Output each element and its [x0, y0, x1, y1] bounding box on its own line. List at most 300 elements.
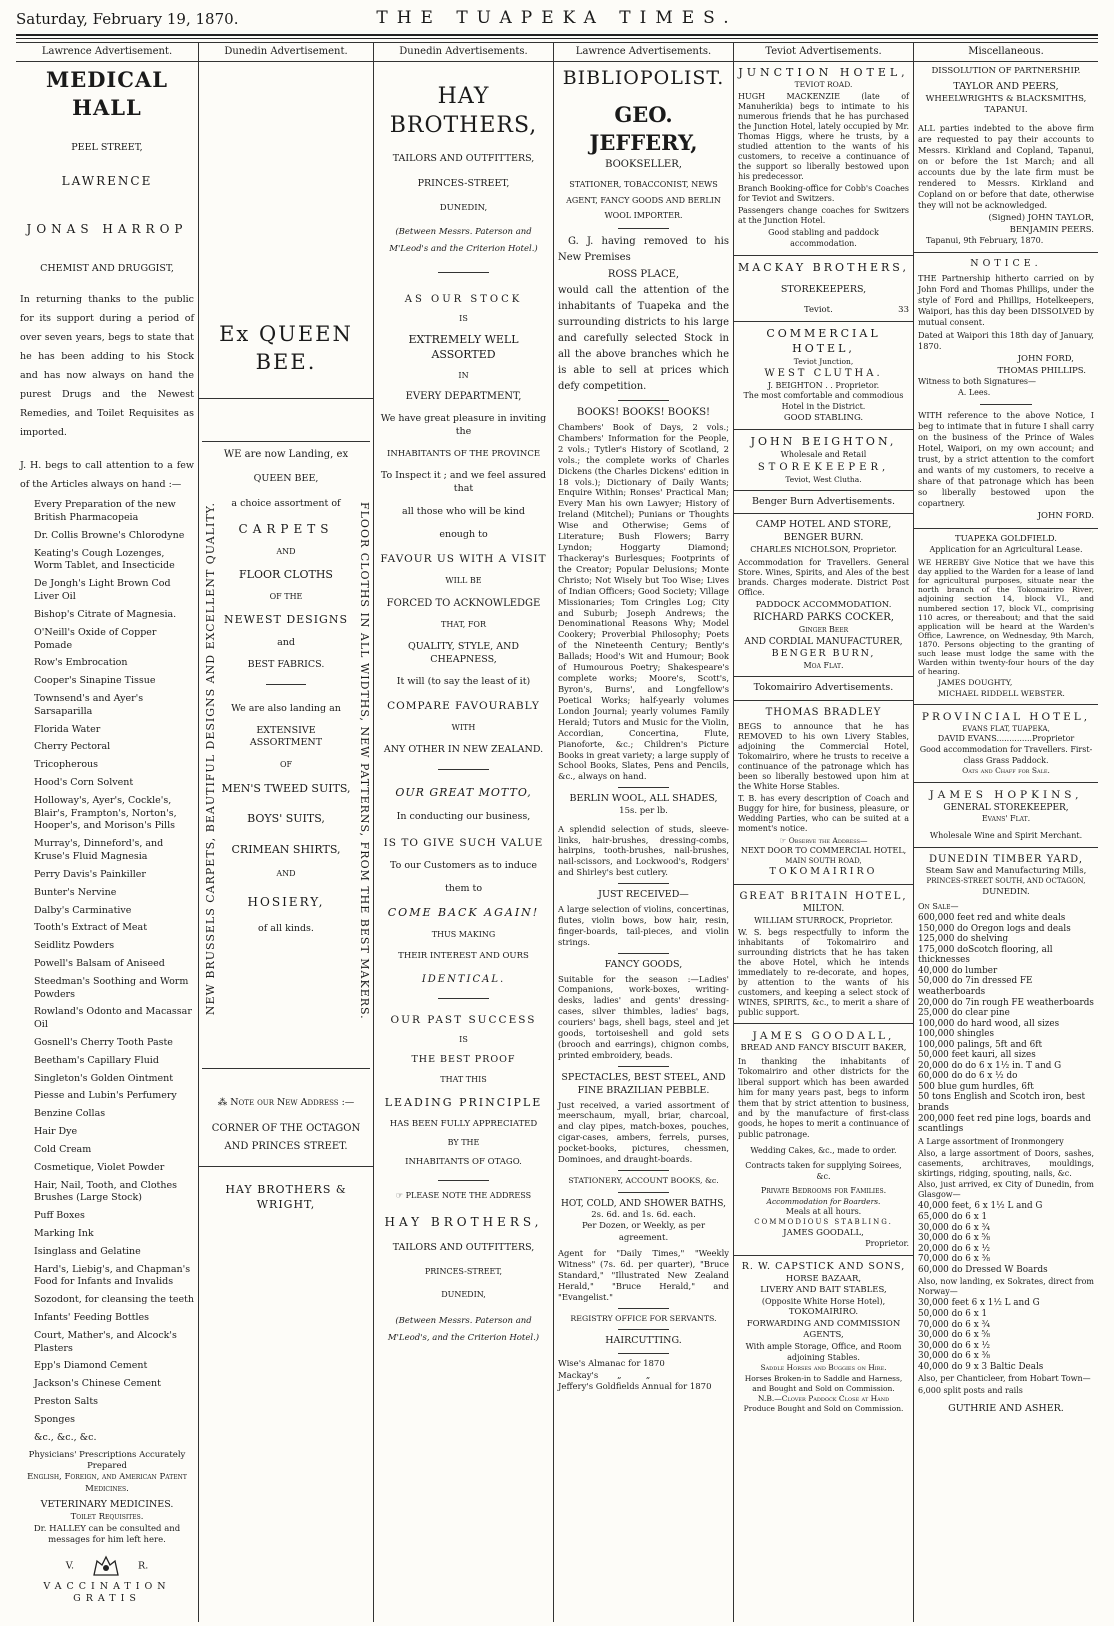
column-header: Lawrence Advertisement. — [16, 42, 198, 62]
divider — [734, 884, 913, 885]
all-those: all those who will be kind — [402, 505, 525, 517]
books-heading: BOOKS! BOOKS! BOOKS! — [576, 407, 711, 419]
article-item: Gosnell's Cherry Tooth Paste — [34, 1037, 173, 1048]
article-item: Infants' Feeding Bottles — [34, 1312, 150, 1323]
extremely-well: EXTREMELY WELL ASSORTED — [408, 333, 519, 362]
sale-item: 500 blue gum hurdles, 6ft — [918, 1081, 1034, 1092]
thomas-phillips: THOMAS PHILLIPS. — [997, 365, 1086, 376]
main-south: MAIN SOUTH ROAD, — [785, 856, 862, 865]
veterinary: VETERINARY MEDICINES. — [40, 1499, 174, 1511]
evans-flat: EVANS FLAT, TUAPEKA, — [962, 724, 1050, 733]
book-list: Chambers' Book of Days, 2 vols.; Chambers' Information for the People, 2 vols.; Tytler's History of Scotland, 2 vols.; the complete works of Charles Dickens (the Charles Dickens' edition in 18 vols.); Dictionary of Daily Wants; Enquire Within; Ronses' Practical Man; Every Man his own Lawyer; History of Ireland (Mitchel); Punians or Thoughts Wise and Otherwise; Gems of Literature; Bush Flowers; Barry Lyndon; Hoggarty Diamond; Thackeray's Burlesques; Footprints of the Creator; Popular Delusions; Monte Christo; Not Wisely but Too Wise; Lives of Indian Officers; Good Society; Village Missionaries; Tom Cringles Log; City and Suburb; Joseph Andrews; the Denominational Reasons Why; Model Cookery; Proverbial Philosophy; Poets of the Nineteenth Century; Bently's Ballads; Hood's Wit and Humour; Book of Humourous Poetry; Shakespeare's complete works; Moore's, Scott's, Byron's, Burns', and Longfellow's Poetical Works; half-yearly volumes London Journal; yearly volumes Family Herald; Tutors and Music for the Violin, Accordian, Concertina, Flute, Pianoforte, &c.; Children's Picture Books in great variety; a large supply of School Books, Slates, Pens and Pencils, &c., always on hand. — [558, 421, 729, 782]
extensive-assortment: EXTENSIVE ASSORTMENT — [249, 724, 323, 749]
junction-hotel: JUNCTION HOTEL, — [738, 65, 909, 79]
divider — [199, 1166, 373, 1167]
proprietor: Proprietor. — [865, 1239, 909, 1249]
wedding-cakes: Wedding Cakes, &c., made to order. — [750, 1146, 897, 1156]
ad-title: MEDICAL HALL — [45, 66, 169, 120]
with-text: WITH — [451, 723, 476, 733]
article-item: Singleton's Golden Ointment — [34, 1072, 174, 1084]
sale-item: 25,000 do clear pine — [918, 1008, 1010, 1019]
passengers-text: Passengers change coaches for Switzers at the Junction Hotel. — [738, 206, 909, 226]
glasgow-item: 60,000 do Dressed W Boards — [918, 1264, 1048, 1275]
per-dozen: Per Dozen, or Weekly, as per agreement. — [581, 1221, 706, 1243]
town: LAWRENCE — [61, 174, 153, 188]
induce: To our Customers as to induce — [389, 859, 538, 871]
landing-text: WE are now Landing, ex — [223, 449, 349, 461]
norway-item: 40,000 do 9 x 3 Baltic Deals — [918, 1361, 1044, 1372]
note-address — [203, 1097, 369, 1110]
past-success: OUR PAST SUCCESS — [390, 1014, 537, 1027]
choice-text: a choice assortment of — [231, 497, 341, 509]
favour-us: FAVOUR US WITH A VISIT — [380, 552, 547, 565]
column-header: Lawrence Advertisements. — [554, 42, 733, 62]
good-stabling: GOOD STABLING. — [783, 412, 864, 423]
inhabitants: INHABITANTS OF THE PROVINCE — [386, 448, 541, 459]
vertical-text-right: FLOOR CLOTHS IN ALL WIDTHS, NEW PATTERNS, FROM THE BEST MAKERS. — [358, 502, 371, 1020]
moa-flat: Moa Flat. — [803, 660, 844, 670]
any-other: ANY OTHER IN NEW ZEALAND. — [383, 744, 544, 756]
compare: COMPARE FAVOURABLY — [387, 700, 540, 713]
pointing-hand-icon: ☞ — [395, 1191, 406, 1201]
princes-south: PRINCES-STREET SOUTH, AND OCTAGON, — [926, 877, 1086, 886]
partnership-text: THE Partnership hitherto carried on by John Ford and Thomas Phillips, under the style of Ford and Phillips, Hotelkeepers, Waipori, has this day been DISSOLVED by mutual consent. — [918, 272, 1094, 328]
charles-nicholson: CHARLES NICHOLSON, Proprietor. — [750, 545, 897, 555]
divider — [734, 1255, 913, 1256]
article-item: Bunter's Nervine — [34, 886, 117, 898]
all-parties-text: ALL parties indebted to the above firm are requested to pay their accounts to Messrs. Kirkland and Copland, Tapanui, on or before the 1st March; and all accounts due by the late firm must be rendered to Messrs. Kirkland and Copland on or before that date, otherwise they will not be acknowledged. — [918, 122, 1094, 211]
queen-bee: QUEEN BEE, — [253, 473, 319, 485]
signed-taylor: (Signed) JOHN TAYLOR, — [988, 213, 1094, 224]
violins-text: A large selection of violins, concertinas, flutes, violin bows, bow hair, resin, finger-boards, tail-pieces, and violin strings. — [558, 904, 729, 947]
divider — [618, 1308, 669, 1309]
newest-designs: NEWEST DESIGNS — [223, 612, 349, 626]
norway-item: 30,000 feet 6 x 1½ L and G — [918, 1298, 1040, 1309]
berlin-wool: BERLIN WOOL, ALL SHADES, — [569, 793, 718, 805]
jeffery-name: GEO. JEFFERY, — [589, 102, 698, 156]
divider — [734, 1023, 913, 1024]
glasgow-item: 30,000 do 6 x ⅝ — [918, 1233, 990, 1244]
norway-item: 30,000 do 6 x ½ — [918, 1340, 990, 1351]
sale-item: 20,000 do 7in rough FE weatherboards — [918, 997, 1094, 1008]
article-item: Sponges — [34, 1413, 76, 1425]
bookseller: BOOKSELLER, — [605, 158, 682, 170]
article-item: Townsend's and Ayer's Sarsaparilla — [34, 692, 144, 717]
john-beighton: JOHN BEIGHTON, — [750, 435, 897, 449]
newspaper-title: THE TUAPEKA TIMES. — [376, 8, 738, 28]
article-item: O'Neill's Oxide of Copper Pomade — [34, 626, 157, 651]
divider — [618, 400, 669, 401]
fancy-goods: FANCY GOODS, — [604, 958, 683, 970]
james-goodall-2: JAMES GOODALL, — [783, 1227, 864, 1238]
timber-yard: DUNEDIN TIMBER YARD, — [928, 853, 1084, 865]
teviot-road: TEVIOT ROAD. — [794, 80, 853, 90]
best-fabrics: BEST FABRICS. — [247, 659, 325, 671]
boys-suits: BOYS' SUITS, — [247, 812, 325, 826]
article-item: Bishop's Citrate of Magnesia. — [34, 608, 177, 620]
that-this: THAT THIS — [440, 1074, 487, 1084]
toko-header: Tokomairiro Advertisements. — [753, 682, 894, 694]
divider — [618, 1170, 669, 1171]
spectacles: SPECTACLES, BEST STEEL, AND FINE BRAZILIAN PEBBLE. — [561, 1071, 726, 1096]
hugh-text: HUGH MACKENZIE (late of Manuherikia) begs to intimate to his numerous friends that he has purchased the Junction Hotel, lately occupied by Mr. Thomas Higgs, where he trusts, by a studied attention to the wants of his customers, to receive a continuance of the support so liberally bestowed upon his predecessor. — [738, 92, 909, 182]
norway-item: 50,000 do 6 x 1 — [918, 1309, 988, 1319]
glasgow-item: 30,000 do 6 x ¾ — [918, 1222, 990, 1233]
evans-flat-2: Evans' Flat. — [981, 813, 1031, 823]
prescriptions: Physicians' Prescriptions Accurately Prepared — [28, 1449, 186, 1471]
vertical-text-left: NEW BRUSSELS CARPETS, BEAUTIFUL DESIGNS AND EXCELLENT QUALITY. — [204, 502, 217, 1016]
ws-text: W. S. begs respectfully to inform the inhabitants of Tokomairiro and surrounding districts that he has taken the above Hotel, which he intends immediately to re-decorate, and hopes, by attention to the wants of his customers, and keeping a select stock of WINES, SPIRITS, &c., to merit a share of public support. — [738, 928, 909, 1018]
article-item: Sozodont, for cleansing the teeth — [34, 1294, 194, 1306]
article-item: Hair Dye — [34, 1126, 78, 1138]
beighton-proprietor: J. BEIGHTON . . Proprietor. — [767, 380, 880, 390]
article-item: Isinglass and Gelatine — [34, 1245, 141, 1257]
mens-suits: MEN'S TWEED SUITS, — [221, 781, 351, 795]
corner-address: CORNER OF THE OCTAGON AND PRINCES STREET. — [211, 1123, 361, 1152]
baths: HOT, COLD, AND SHOWER BATHS, — [561, 1198, 726, 1209]
article-item: Murray's, Dinneford's, and Kruse's Fluid Magnesia — [34, 838, 164, 863]
meerschaum-text: Just received, a varied assortment of meerschaum, myall, briar, charcoal, and clay pipes, match-boxes, pouches, cigar-cases, ambers, ferrels, purses, pocket-books, pictures, chessmen, Dominoes, and draught-boards. — [558, 1099, 729, 1165]
proprietor-name: JONAS HARROP — [26, 222, 188, 237]
carpets-content — [220, 448, 352, 935]
article-item: Keating's Cough Lozenges, Worm Tablet, and Insecticide — [34, 547, 175, 572]
general-storekeeper: GENERAL STOREKEEPER, — [943, 802, 1069, 813]
between-note-2: (Between Messrs. Paterson and M'Leod's, and the Criterion Hotel.) — [387, 1315, 540, 1343]
great-britain-hotel: GREAT BRITAIN HOTEL, — [739, 890, 908, 902]
divider — [438, 998, 489, 999]
james-doughty: JAMES DOUGHTY, — [938, 678, 1013, 688]
tapanui-date: Tapanui, 9th February, 1870. — [926, 236, 1044, 246]
article-item: Dalby's Carminative — [34, 904, 132, 916]
sale-item: 20,000 do do 6 x 1½ in. T and G — [918, 1060, 1062, 1071]
wheelwrights: WHEELWRIGHTS & BLACKSMITHS, — [925, 93, 1087, 104]
sale-item: 50 tons English and Scotch iron, best brands — [918, 1092, 1086, 1114]
pointing-hand-icon: ☞ — [779, 835, 789, 845]
article-item: Epp's Diamond Cement — [34, 1360, 148, 1372]
stationery: STATIONERY, ACCOUNT BOOKS, &c. — [568, 1176, 719, 1186]
divider — [734, 255, 913, 256]
divider — [980, 404, 1033, 405]
article-item: Tricopherous — [34, 759, 99, 771]
column-miscellaneous — [914, 42, 1098, 1622]
sale-item: 125,000 do shelving — [918, 934, 1009, 945]
boarders: Accommodation for Boarders. — [766, 1197, 881, 1207]
conducting: In conducting our business, — [396, 810, 531, 822]
article-item: Steedman's Soothing and Worm Powders — [34, 975, 189, 1000]
article-item: Preston Salts — [34, 1396, 99, 1408]
forwarding: FORWARDING AND COMMISSION AGENTS, — [746, 1318, 901, 1341]
hosiery: HOSIERY, — [247, 895, 325, 910]
comfortable: The most comfortable and commodious Hotel in the District. — [743, 391, 904, 412]
article-item: Dr. Collis Browne's Chlorodyne — [34, 529, 185, 541]
glasgow-item: 65,000 do 6 x 1 — [918, 1211, 988, 1222]
richard-cocker: RICHARD PARKS COCKER, — [753, 612, 894, 624]
agent-text: Agent for "Daily Times," "Weekly Witness" (7s. 6d. per quarter), "Bruce Standard," "Illustrated New Zealand Herald," "Bruce Herald," and "Evangelist." — [558, 1248, 729, 1302]
price-per-lb: 15s. per lb. — [619, 806, 668, 817]
divider — [266, 684, 306, 685]
article-item: Row's Embrocation — [34, 657, 128, 669]
arrived-text: Also, just arrived, ex City of Dunedin, from Glasgow— — [918, 1180, 1094, 1199]
registry: REGISTRY OFFICE FOR SERVANTS. — [570, 1313, 717, 1323]
article-item: Benzine Collas — [34, 1108, 106, 1120]
michael-webster: MICHAEL RIDDELL WEBSTER. — [938, 688, 1065, 698]
norway-item: 70,000 do 6 x ¾ — [918, 1319, 990, 1330]
glasgow-list — [918, 1201, 1094, 1275]
article-item: Holloway's, Ayer's, Cockle's, Blair's, Frampton's, Norton's, Hooper's, and Morison's Pills — [34, 794, 177, 832]
princes-street-2: PRINCES-STREET, — [424, 1267, 503, 1277]
wholesale-retail: Wholesale and Retail — [780, 450, 867, 460]
leading-principle: LEADING PRINCIPLE — [384, 1095, 543, 1109]
otago: INHABITANTS OF OTAGO. — [405, 1156, 522, 1167]
dunedin-2: DUNEDIN, — [441, 1289, 486, 1299]
article-item: Every Preparation of the new British Pharmacopeia — [34, 499, 176, 523]
article-item: Hood's Corn Solvent — [34, 777, 134, 788]
next-door: NEXT DOOR TO COMMERCIAL HOTEL, — [740, 845, 907, 855]
and-text-3: AND — [276, 868, 296, 878]
thus-making: THUS MAKING — [431, 930, 496, 940]
firm-name: HAY BROTHERS, — [389, 83, 538, 139]
wise-almanac: Wise's Almanac for 1870 — [558, 1359, 665, 1370]
private-bedrooms: Private Bedrooms for Families. — [760, 1186, 887, 1196]
toilet-requisites: Toilet Requisites. — [70, 1512, 144, 1523]
that-for: THAT, FOR — [440, 620, 487, 630]
bradley-text: BEGS to announce that he has REMOVED to his own Livery Stables, adjoining the Commercial Hotel, Tokomairiro, where he trusts to receive a continuance of the patronage which has been so liberally bestowed upon him at the White Horse Stables. — [738, 721, 909, 791]
teviot-junction: Teviot Junction, — [793, 356, 854, 366]
sale-item: 100,000 shingles — [918, 1029, 994, 1040]
firm-name-2: HAY BROTHERS, — [384, 1215, 543, 1230]
sale-list — [918, 913, 1094, 1134]
cordial: AND CORDIAL MANUFACTURER, — [744, 636, 903, 647]
livery-stables: LIVERY AND BAIT STABLES, — [760, 1285, 887, 1296]
split-posts: 6,000 split posts and rails — [918, 1385, 1023, 1395]
john-ford-2: JOHN FORD. — [1037, 511, 1094, 522]
fully-appreciated: HAS BEEN FULLY APPRECIATED — [389, 1118, 538, 1129]
witness: Witness to both Signatures— — [918, 377, 1037, 387]
sale-item: 100,000 palings, 5ft and 6ft — [918, 1039, 1042, 1050]
norway-list — [918, 1298, 1094, 1372]
all-kinds: of all kinds. — [258, 922, 314, 934]
divider — [618, 1329, 669, 1330]
capstick: R. W. CAPSTICK AND SONS, — [741, 1260, 906, 1272]
sale-item: 150,000 do Oregon logs and deals — [918, 923, 1071, 934]
divider — [199, 398, 373, 399]
on-sale: On Sale— — [918, 902, 959, 912]
divider — [914, 847, 1098, 848]
masthead-rule — [16, 38, 1098, 39]
divider — [438, 1180, 489, 1181]
divider — [618, 883, 669, 884]
tokomairiro-2: TOKOMAIRIRO. — [788, 1307, 859, 1318]
come-back: COME BACK AGAIN! — [387, 905, 540, 919]
article-item: &c., &c., &c. — [34, 1431, 97, 1443]
camp-hotel: CAMP HOTEL AND STORE, BENGER BURN. — [755, 519, 892, 544]
sale-item: 175,000 doScotch flooring, all thicknesses — [918, 944, 1053, 966]
studs-text: A splendid selection of studs, sleeve-links, hair-brushes, dressing-combs, hairpins, tooth-brushes, nail-brushes, nail-scissors, and Lockwood's, Rodgers' and Shirley's best cutlery. — [558, 823, 729, 878]
of-the-text: OF THE — [269, 592, 303, 602]
sturrock: WILLIAM STURROCK, Proprietor. — [754, 915, 893, 925]
observe-text: Observe the Address— — [788, 835, 868, 845]
divider — [914, 528, 1098, 529]
storage: With ample Storage, Office, and Room adjoining Stables. — [745, 1341, 902, 1362]
notice: NOTICE. — [970, 257, 1042, 269]
teviot: Teviot. — [804, 304, 833, 315]
article-item: Seidlitz Powders — [34, 940, 115, 952]
wholesale-wine: Wholesale Wine and Spirit Merchant. — [929, 830, 1083, 840]
issue-date: Saturday, February 19, 1870. — [16, 10, 239, 28]
dated-text: Dated at Waipori this 18th day of January, 1870. — [918, 330, 1094, 352]
article-item: Powell's Balsam of Aniseed — [34, 957, 165, 969]
article-item: Tooth's Extract of Meat — [34, 922, 148, 934]
doors-text: Also, a large assortment of Doors, sashes, casements, architraves, mouldings, skirtings, ridging, spouting, nails, &c. — [918, 1149, 1094, 1178]
mackay-brothers: MACKAY BROTHERS, — [738, 261, 909, 275]
best-proof: THE BEST PROOF — [411, 1054, 516, 1066]
divider — [734, 513, 913, 514]
royal-arms — [20, 1555, 194, 1577]
article-item: Puff Boxes — [34, 1210, 85, 1222]
divider — [734, 700, 913, 701]
column-header: Teviot Advertisements. — [734, 42, 913, 62]
guthrie-asher: GUTHRIE AND ASHER. — [948, 1402, 1064, 1414]
is-text: IS — [459, 314, 468, 324]
divider — [438, 769, 489, 770]
john-ford: JOHN FORD, — [1017, 354, 1074, 365]
lease-text: WE HEREBY Give Notice that we have this day applied to the Warden for a lease of land for agricultural purposes, situate near the north branch of the Tokomairiro River, adjoining section 14, block VI., and numbered section 17, block VI., comprising 110 acres, or thereabout; and that the said application will be heard at the Warden's Office, Lawrence, on Wednesday, 9th March, 1870. Persons objecting to the granting of such lease must lodge the same with the Warden within twenty-four hours of the day of hearing. — [918, 558, 1094, 677]
quality-style: QUALITY, STYLE, AND CHEAPNESS, — [407, 640, 520, 665]
carpets: CARPETS — [238, 521, 334, 536]
divider — [914, 782, 1098, 783]
divider — [734, 429, 913, 430]
observe — [738, 836, 909, 846]
article-item: Hair, Nail, Tooth, and Clothes Brushes (Large Stock) — [34, 1179, 177, 1204]
article-item: Marking Ink — [34, 1227, 94, 1239]
glasgow-item: 70,000 do 6 x ⅜ — [918, 1254, 990, 1265]
column-lawrence-medical-hall — [16, 42, 199, 1622]
article-item: Cherry Pectoral — [34, 741, 111, 753]
norway-item: 30,000 do 6 x ⅜ — [918, 1351, 990, 1362]
coat-of-arms-icon — [91, 1555, 121, 1577]
horse-bazaar: HORSE BAZAAR, — [785, 1273, 862, 1284]
dr-halley: Dr. HALLEY can be consulted and messages for him left here. — [33, 1523, 181, 1546]
divider — [618, 1066, 669, 1067]
article-item: De Jongh's Light Brown Cod Liver Oil — [34, 578, 171, 603]
also-landing: We are also landing an — [231, 702, 341, 714]
divider — [734, 321, 913, 322]
application: Application for an Agricultural Lease. — [929, 545, 1083, 555]
teviot-line — [738, 305, 909, 316]
a-lees: A. Lees. — [958, 387, 991, 397]
paddock: PADDOCK ACCOMMODATION. — [755, 599, 892, 610]
patent-medicines: English, Foreign, and American Patent Medicines. — [27, 1472, 187, 1494]
identical: IDENTICAL. — [421, 973, 506, 985]
tb-text: T. B. has every description of Coach and Buggy for hire, for business, pleasure, or Wedding Parties, who can be suited at a moment's notice. — [738, 793, 909, 833]
bibliopolist: BIBLIOPOLIST. — [562, 66, 725, 89]
enough-to: enough to — [439, 528, 488, 540]
column-hay-brothers — [374, 42, 554, 1622]
trade: CHEMIST AND DRUGGIST, — [40, 263, 174, 275]
of-text: OF — [279, 759, 293, 769]
fancy-goods-text: Suitable for the season :—Ladies' Companions, work-boxes, writing-desks, ladies' and gents' dressing-cases, silver thimbles, ladies' bags, couriers' bags, shell bags, steel and jet goods, tortoiseshell and gold sets (brooch and earrings), chignon combs, printed embroidery, beads. — [558, 973, 729, 1060]
crimean-shirts: CRIMEAN SHIRTS, — [231, 842, 341, 856]
article-item: Hard's, Liebig's, and Chapman's Food for Infants and Invalids — [34, 1263, 191, 1288]
divider — [914, 252, 1098, 253]
article-item: Piesse and Lubin's Perfumery — [34, 1090, 177, 1102]
divider — [618, 787, 669, 788]
street: PEEL STREET, — [71, 142, 143, 154]
please-note-text: PLEASE NOTE THE ADDRESS — [405, 1191, 532, 1201]
clover-paddock: N.B.—Clover Paddock Close at Hand — [757, 1393, 890, 1403]
milton: MILTON. — [802, 904, 845, 915]
dunedin: DUNEDIN. — [982, 886, 1030, 897]
will-be: WILL BE — [445, 575, 482, 585]
carpets-box — [202, 441, 370, 1069]
attention-text: would call the attention of the inhabitants of Tuapeka and the surrounding districts to his large and carefully selected Stock in all the above branches which he is able to sell at prices which defy competition. — [558, 285, 729, 393]
and-text: AND — [276, 547, 296, 557]
ginger-beer: Ginger Beer — [798, 624, 849, 634]
and-text-2: and — [277, 636, 295, 648]
dunedin: DUNEDIN, — [439, 202, 488, 213]
storekeepers: STOREKEEPERS, — [780, 283, 867, 295]
teviot-west: Teviot, West Clutha. — [785, 474, 862, 484]
sale-item: 60,000 do do 6 x ½ do — [918, 1071, 1018, 1082]
commodious-stabling: COMMODIOUS STABLING. — [754, 1218, 893, 1227]
interest: THEIR INTEREST AND OURS — [398, 951, 529, 962]
divider — [914, 704, 1098, 705]
stabling: Good stabling and paddock accommodation. — [768, 228, 879, 249]
west-clutha: WEST CLUTHA. — [764, 368, 883, 379]
sale-item: 200,000 feet red pine logs, boards and scantlings — [918, 1113, 1091, 1135]
camp-accom: Accommodation for Travellers. General Store. Wines, Spirits, and Ales of the best brands. Charges moderate. District Post Office. — [738, 557, 909, 597]
bath-price: 2s. 6d. and 1s. 6d. each. — [591, 1209, 696, 1220]
tuapeka-goldfield: TUAPEKA GOLDFIELD. — [954, 533, 1058, 544]
forced-to: FORCED TO ACKNOWLEDGE — [386, 597, 541, 609]
with-reference-text: WITH reference to the above Notice, I beg to intimate that in future I shall carry on the business of the Prince of Wales Hotel, Waipori, on my own account; and trust, by a strict attention to the comfort and wants of my customers, to receive a share of that patronage which has been so liberally bestowed upon the copartnery. — [918, 409, 1094, 509]
provincial-hotel: PROVINCIAL HOTEL, — [921, 711, 1091, 724]
commercial-hotel: COMMERCIAL HOTEL, — [766, 327, 881, 356]
asterism-icon: ⁂ — [217, 1097, 231, 1109]
signature: HAY BROTHERS & WRIGHT, — [225, 1183, 347, 1211]
sale-item: 50,000 feet kauri, all sizes — [918, 1050, 1036, 1061]
will-say: It will (to say the least of it) — [396, 676, 531, 688]
divider — [734, 490, 913, 491]
steam-saw: Steam Saw and Manufacturing Mills, — [925, 866, 1087, 877]
article-item: Cosmetique, Violet Powder — [34, 1161, 165, 1173]
tapanui: TAPANUI. — [984, 105, 1028, 116]
ironmongery: A Large assortment of Ironmongery — [918, 1136, 1064, 1146]
dissolution: DISSOLUTION OF PARTNERSHIP. — [931, 65, 1081, 76]
glasgow-item: 20,000 do 6 x ½ — [918, 1243, 990, 1254]
column-jeffery-bookseller — [554, 42, 734, 1622]
article-item: Perry Davis's Painkiller — [34, 868, 146, 880]
david-evans: DAVID EVANS..............Proprietor — [937, 734, 1075, 744]
benger-burn: BENGER BURN, — [771, 647, 876, 659]
is-text-2: IS — [459, 1035, 468, 1045]
is-to-give: IS TO GIVE SUCH VALUE — [383, 836, 544, 849]
good-accom: Good accommodation for Travellers. First-class Grass Paddock. — [919, 744, 1093, 765]
storekeeper: STOREKEEPER, — [757, 462, 890, 473]
sale-item: 100,000 do hard wood, all sizes — [918, 1018, 1060, 1029]
article-item: Jackson's Chinese Cement — [34, 1378, 161, 1390]
branch-text: Branch Booking-office for Cobb's Coaches for Teviot and Switzers. — [738, 184, 909, 204]
divider — [618, 953, 669, 954]
tailors: TAILORS AND OUTFITTERS, — [392, 152, 535, 164]
taylor-peers: TAYLOR AND PEERS, — [953, 80, 1059, 92]
article-item: Florida Water — [34, 723, 101, 735]
tailors-2: TAILORS AND OUTFITTERS, — [392, 1242, 535, 1254]
divider — [618, 1192, 669, 1193]
jeffery-annual: Jeffery's Goldfields Annual for 1870 — [558, 1381, 712, 1392]
columns — [16, 42, 1098, 1622]
divider — [618, 228, 669, 229]
